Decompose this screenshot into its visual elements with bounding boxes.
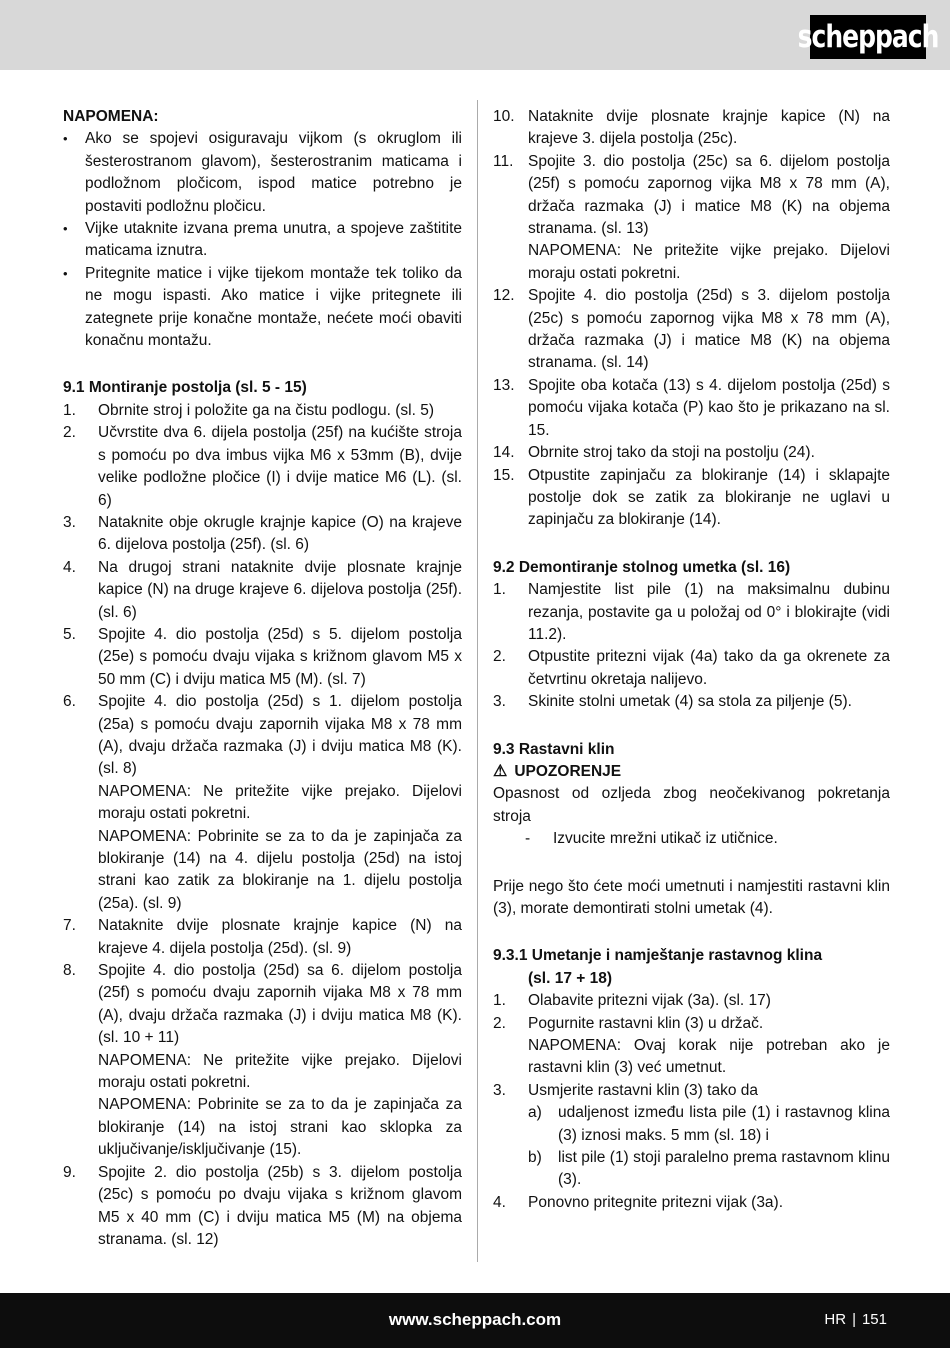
numbered-item bbox=[493, 646, 890, 691]
item-number: 2. bbox=[493, 1014, 506, 1032]
dash-item bbox=[493, 828, 890, 850]
item-number: 1. bbox=[63, 401, 76, 419]
left-column bbox=[63, 106, 462, 1251]
heading-line: NAPOMENA: bbox=[63, 108, 159, 125]
sub-item bbox=[528, 1147, 890, 1192]
item-body bbox=[528, 442, 890, 464]
scheppach-logo bbox=[797, 15, 939, 59]
bullet-list bbox=[63, 128, 462, 352]
item-number: 15. bbox=[493, 466, 515, 484]
item-body bbox=[528, 579, 890, 646]
numbered-item bbox=[493, 442, 890, 464]
item-note: NAPOMENA: Ne pritežite vijke prejako. Dijelovi moraju ostati pokretni. bbox=[98, 782, 462, 823]
item-body bbox=[528, 1080, 890, 1192]
item-body bbox=[528, 106, 890, 151]
footer-language: HR bbox=[824, 1311, 847, 1329]
item-text: Spojite 4. dio postolja (25d) s 5. dijelom postolja (25e) s pomoću dvaju vijaka s križnom glavom M5 x 50 mm (C) i dviju matica M5 (M). (sl. 7) bbox=[98, 625, 462, 688]
numbered-list bbox=[63, 400, 462, 1251]
bullet-text: Vijke utaknite izvana prema unutra, a spojeve zaštitite maticama iznutra. bbox=[85, 220, 462, 260]
paragraph: Opasnost od ozljeda zbog neočekivanog pokretanja stroja bbox=[493, 785, 890, 825]
item-body bbox=[98, 1162, 462, 1252]
bullet-icon: • bbox=[63, 221, 68, 237]
heading-line: 9.2 Demontiranje stolnog umetka (sl. 16) bbox=[493, 558, 791, 576]
item-number: 9. bbox=[63, 1163, 76, 1181]
numbered-item bbox=[63, 422, 462, 512]
numbered-item bbox=[493, 375, 890, 442]
footer-website: www.scheppach.com bbox=[388, 1310, 562, 1330]
numbered-item bbox=[493, 691, 890, 713]
footer-page-indicator bbox=[824, 1293, 887, 1348]
numbered-item bbox=[493, 1080, 890, 1192]
numbered-list bbox=[493, 990, 890, 1214]
numbered-item bbox=[493, 579, 890, 646]
item-body bbox=[528, 285, 890, 375]
numbered-list bbox=[493, 106, 890, 532]
numbered-item bbox=[63, 400, 462, 422]
item-text: Na drugoj strani nataknite dvije plosnate krajnje kapice (N) na druge krajeve 6. dijelova postolja (25f). (sl. 6) bbox=[98, 558, 462, 621]
item-body bbox=[528, 691, 890, 713]
item-note: NAPOMENA: Ne pritežite vijke prejako. Dijelovi moraju ostati pokretni. bbox=[98, 1051, 462, 1092]
bullet-item bbox=[63, 263, 462, 353]
dash-text: Izvucite mrežni utikač iz utičnice. bbox=[553, 830, 778, 848]
item-number: 1. bbox=[493, 992, 506, 1010]
item-text: Otpustite pritezni vijak (4a) tako da ga okrenete za četvrtinu okretaja nalijevo. bbox=[528, 648, 890, 688]
scheppach-logo-text: scheppach bbox=[797, 17, 939, 55]
item-body bbox=[98, 557, 462, 624]
bullet-text: Pritegnite matice i vijke tijekom montaže tek toliko da ne mogu ispasti. Ako matice i vijke pritegnete ili zategnete prije konačne montaže, nećete moći obaviti konačnu montažu. bbox=[85, 264, 462, 350]
numbered-item bbox=[493, 1192, 890, 1214]
item-text: Nataknite dvije plosnate krajnje kapice (N) na krajeve 3. dijela postolja (25c). bbox=[528, 108, 890, 148]
section-heading bbox=[493, 945, 890, 990]
sub-item-text: list pile (1) stoji paralelno prema rastavnom klinu (3). bbox=[558, 1149, 890, 1189]
item-text: Skinite stolni umetak (4) sa stola za piljenje (5). bbox=[528, 693, 852, 711]
item-number: 14. bbox=[493, 444, 515, 462]
numbered-list bbox=[493, 579, 890, 713]
item-body bbox=[528, 465, 890, 532]
bullet-text: Ako se spojevi osiguravaju vijkom (s okruglom ili šesterostranom glavom), šesterostranim maticama i podložnom pločicom, ispod matice potrebno je postaviti podložnu pločicu. bbox=[85, 130, 462, 215]
item-body bbox=[98, 422, 462, 512]
numbered-item bbox=[63, 624, 462, 691]
bullet-item bbox=[63, 128, 462, 218]
sub-item-label: a) bbox=[528, 1104, 542, 1122]
item-number: 11. bbox=[493, 152, 514, 170]
page-header bbox=[0, 0, 950, 70]
section-heading bbox=[493, 739, 890, 761]
item-note: NAPOMENA: Ovaj korak nije potreban ako je rastavni klin (3) već umetnut. bbox=[528, 1037, 890, 1077]
warning-heading bbox=[493, 761, 890, 783]
item-number: 2. bbox=[493, 648, 506, 666]
numbered-item bbox=[63, 1162, 462, 1252]
page-footer bbox=[0, 1293, 950, 1348]
item-text: Pogurnite rastavni klin (3) u držač. bbox=[528, 1014, 764, 1032]
item-text: Otpustite zapinjaču za blokiranje (14) i sklapajte postolje dok se zatik za blokiranje ne uglavi u zapinjaču za blokiranje (14). bbox=[528, 466, 890, 529]
item-body bbox=[98, 624, 462, 691]
warning-triangle-icon: ⚠ bbox=[493, 762, 508, 780]
sub-item bbox=[528, 1102, 890, 1147]
dash-list bbox=[493, 828, 890, 850]
numbered-item bbox=[63, 915, 462, 960]
item-text: Spojite 4. dio postolja (25d) s 1. dijelom postolja (25a) s pomoću dvaju zapornih vijaka M8 x 78 mm (A), dvaju držača razmaka (J) i dviju matica M8 (K). (sl. 8) bbox=[98, 693, 462, 778]
numbered-item bbox=[493, 285, 890, 375]
warning-label: UPOZORENJE bbox=[514, 762, 622, 780]
item-text: Nataknite obje okrugle krajnje kapice (O) na krajeve 6. dijelova postolja (25f). (sl. 6) bbox=[98, 513, 462, 554]
section-heading bbox=[63, 377, 462, 399]
item-body bbox=[528, 1192, 890, 1214]
item-note: NAPOMENA: Ne pritežite vijke prejako. Dijelovi moraju ostati pokretni. bbox=[528, 242, 890, 282]
item-number: 3. bbox=[493, 1081, 506, 1099]
item-text: Spojite 2. dio postolja (25b) s 3. dijelom postolja (25c) s pomoću po dvaju vijaka s križnom glavom M5 x 40 mm (C) i dviju matica M5 (M) na objema stranama. (sl. 12) bbox=[98, 1163, 462, 1248]
item-text: Obrnite stroj i položite ga na čistu podlogu. (sl. 5) bbox=[98, 401, 435, 419]
item-text: Spojite oba kotača (13) s 4. dijelom postolja (25d) s pomoću vijaka kotača (P) kao što je prikazano na sl. 15. bbox=[528, 376, 890, 439]
item-number: 4. bbox=[493, 1193, 506, 1211]
heading-line: (sl. 17 + 18) bbox=[528, 969, 613, 987]
item-number: 5. bbox=[63, 625, 76, 643]
item-number: 4. bbox=[63, 558, 76, 576]
dash-icon: - bbox=[525, 830, 531, 848]
bullet-icon: • bbox=[63, 265, 68, 281]
page-content bbox=[63, 106, 890, 1251]
right-column bbox=[493, 106, 890, 1251]
numbered-item bbox=[493, 1013, 890, 1080]
item-number: 13. bbox=[493, 376, 515, 394]
item-body bbox=[528, 646, 890, 691]
item-number: 8. bbox=[63, 962, 76, 980]
section-heading bbox=[493, 557, 890, 579]
item-number: 6. bbox=[63, 693, 76, 711]
numbered-item bbox=[63, 691, 462, 915]
item-body bbox=[528, 375, 890, 442]
item-body bbox=[528, 990, 890, 1012]
item-text: Usmjerite rastavni klin (3) tako da bbox=[528, 1081, 758, 1099]
item-number: 12. bbox=[493, 287, 515, 305]
bullet-icon: • bbox=[63, 131, 68, 147]
item-text: Olabavite pritezni vijak (3a). (sl. 17) bbox=[528, 992, 771, 1010]
item-text: Spojite 4. dio postolja (25d) sa 6. dijelom postolja (25f) s pomoću dvaju zapornih vijaka M8 x 78 mm (A), dvaju držača razmaka (J) i dviju matica M8 (K). (sl. 10 + 11) bbox=[98, 962, 462, 1047]
item-text: Spojite 3. dio postolja (25c) sa 6. dijelom postolja (25f) s pomoću zapornog vijka M8 x 78 mm (A), držača razmaka (J) i matice M8 (K) na objema stranama. (sl. 13) bbox=[528, 152, 890, 238]
numbered-item bbox=[493, 990, 890, 1012]
item-number: 3. bbox=[63, 513, 76, 531]
item-body bbox=[98, 915, 462, 960]
item-text: Ponovno pritegnite pritezni vijak (3a). bbox=[528, 1193, 784, 1211]
item-number: 3. bbox=[493, 693, 506, 711]
sub-item-label: b) bbox=[528, 1149, 542, 1167]
numbered-item bbox=[63, 960, 462, 1162]
item-body bbox=[528, 1013, 890, 1080]
item-text: Obrnite stroj tako da stoji na postolju (24). bbox=[528, 444, 815, 462]
item-body bbox=[98, 960, 462, 1162]
heading-line: 9.1 Montiranje postolja (sl. 5 - 15) bbox=[63, 379, 307, 397]
item-text: Spojite 4. dio postolja (25d) s 3. dijelom postolja (25c) s pomoću zapornog vijka M8 x 78 mm (A), držača razmaka (J) i matice M8 (K) na objema stranama. (sl. 14) bbox=[528, 287, 890, 372]
item-number: 10. bbox=[493, 108, 515, 125]
item-text: Namjestite list pile (1) na maksimalnu dubinu rezanja, postavite ga u položaj od 0° i blokirajte (vidi 11.2). bbox=[528, 581, 890, 643]
numbered-item bbox=[63, 557, 462, 624]
heading-line: 9.3 Rastavni klin bbox=[493, 740, 615, 758]
numbered-item bbox=[493, 106, 890, 151]
numbered-item bbox=[493, 151, 890, 285]
item-number: 7. bbox=[63, 917, 76, 935]
item-number: 1. bbox=[493, 581, 506, 599]
item-body bbox=[98, 691, 462, 915]
item-body bbox=[528, 151, 890, 285]
item-note: NAPOMENA: Pobrinite se za to da je zapinjača za blokiranje (14) na 4. dijelu postolja (25d) na istoj strani kao zatik za blokiranje na 1. dijelu postolja (25a). (sl. 9) bbox=[98, 827, 462, 912]
heading-line: 9.3.1 Umetanje i namještanje rastavnog klina bbox=[493, 947, 823, 965]
bullet-item bbox=[63, 218, 462, 263]
item-body bbox=[98, 400, 462, 422]
footer-page-number: 151 bbox=[861, 1311, 887, 1329]
item-number: 2. bbox=[63, 424, 76, 442]
item-body bbox=[98, 512, 462, 557]
item-text: Nataknite dvije plosnate krajnje kapice (N) na krajeve 4. dijela postolja (25d). (sl. 9) bbox=[98, 917, 462, 957]
sub-item-text: udaljenost između lista pile (1) i rastavnog klina (3) iznosi maks. 5 mm (sl. 18) i bbox=[558, 1104, 890, 1144]
numbered-item bbox=[493, 465, 890, 532]
paragraph: Prije nego što ćete moći umetnuti i namjestiti rastavni klin (3), morate demontirati stolni umetak (4). bbox=[493, 877, 890, 917]
item-text: Učvrstite dva 6. dijela postolja (25f) na kućište stroja s pomoću po dva imbus vijka M6 x 53mm (B), dvije velike podložne pločice (I) i dvije matice M6 (L). (sl. 6) bbox=[98, 424, 462, 509]
section-heading bbox=[63, 106, 462, 128]
item-note: NAPOMENA: Pobrinite se za to da je zapinjača za blokiranje (14) na istoj strani kao sklopka za uključivanje/isključivanje (15). bbox=[98, 1096, 462, 1159]
numbered-item bbox=[63, 512, 462, 557]
footer-separator: | bbox=[852, 1311, 856, 1329]
